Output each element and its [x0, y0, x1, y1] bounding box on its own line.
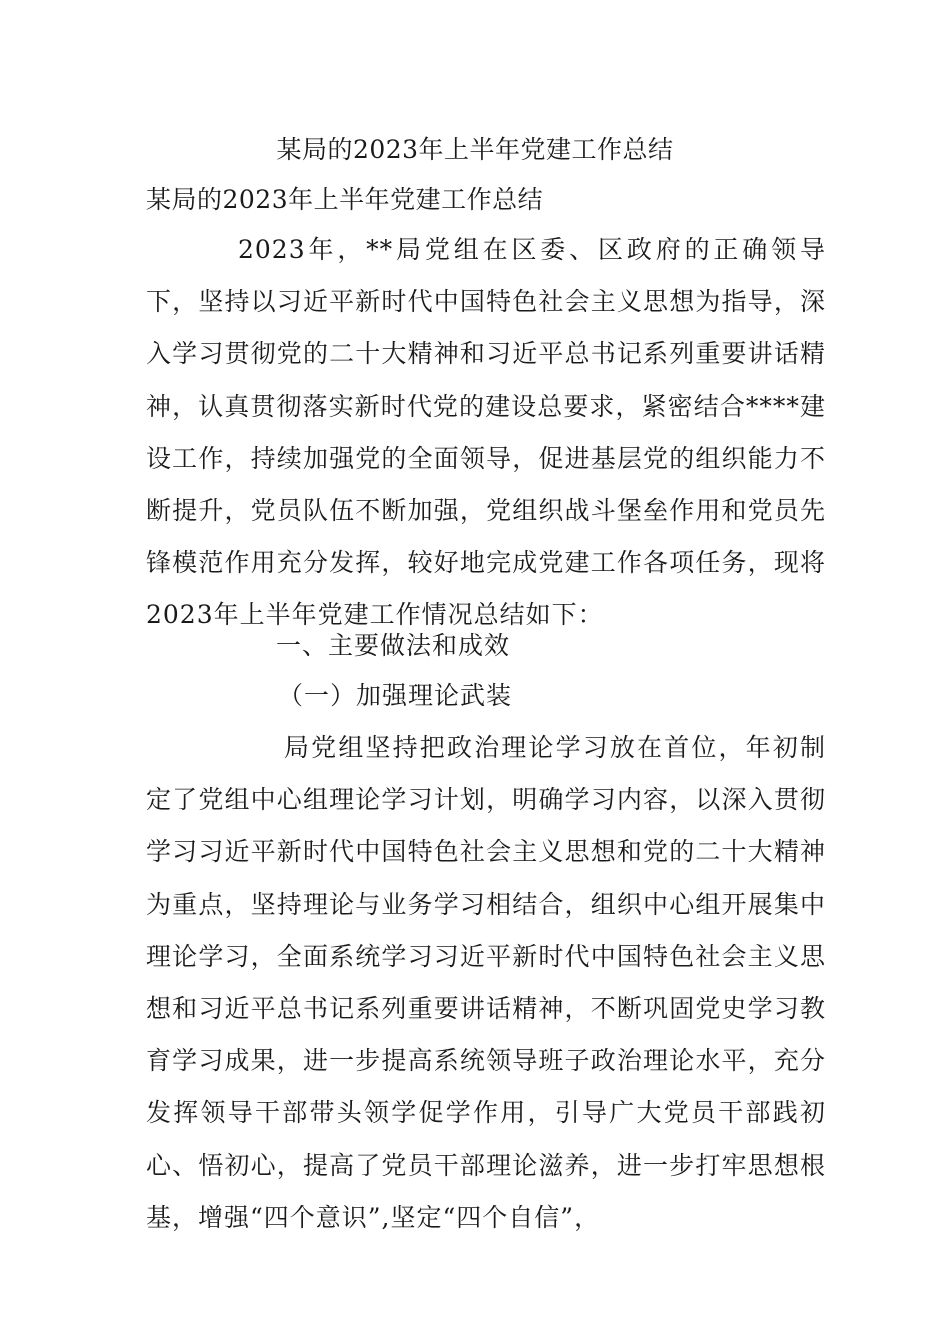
document-title-centered: 某局的2023年上半年党建工作总结: [276, 135, 674, 164]
document-title-left: 某局的2023年上半年党建工作总结: [146, 185, 544, 214]
theory-paragraph: 局党组坚持把政治理论学习放在首位，年初制定了党组中心组理论学习计划，明确学习内容，以深入贯彻学习习近平新时代中国特色社会主义思想和党的二十大精神为重点，坚持理论与业务学习相结合，组织中心组开展集中理论学习，全面系统学习习近平新时代中国特色社会主义思想和习近平总书记系列重要讲话精神，不断巩固党史学习教育学习成果，进一步提高系统领导班子政治理论水平，充分发挥领导干部带头领学促学作用，引导广大党员干部践初心、悟初心，提高了党员干部理论滋养，进一步打牢思想根基，增强“四个意识”,坚定“四个自信”，: [146, 733, 826, 1232]
intro-paragraph: 2023年，**局党组在区委、区政府的正确领导下，坚持以习近平新时代中国特色社会主义思想为指导，深入学习贯彻党的二十大精神和习近平总书记系列重要讲话精神，认真贯彻落实新时代党的建设总要求，紧密结合****建设工作，持续加强党的全面领导，促进基层党的组织能力不断提升，党员队伍不断加强，党组织战斗堡垒作用和党员先锋模范作用充分发挥，较好地完成党建工作各项任务，现将2023年上半年党建工作情况总结如下：: [146, 235, 826, 630]
subsection-heading: （一）加强理论武装: [278, 681, 513, 710]
section-heading: 一、主要做法和成效: [276, 631, 511, 660]
